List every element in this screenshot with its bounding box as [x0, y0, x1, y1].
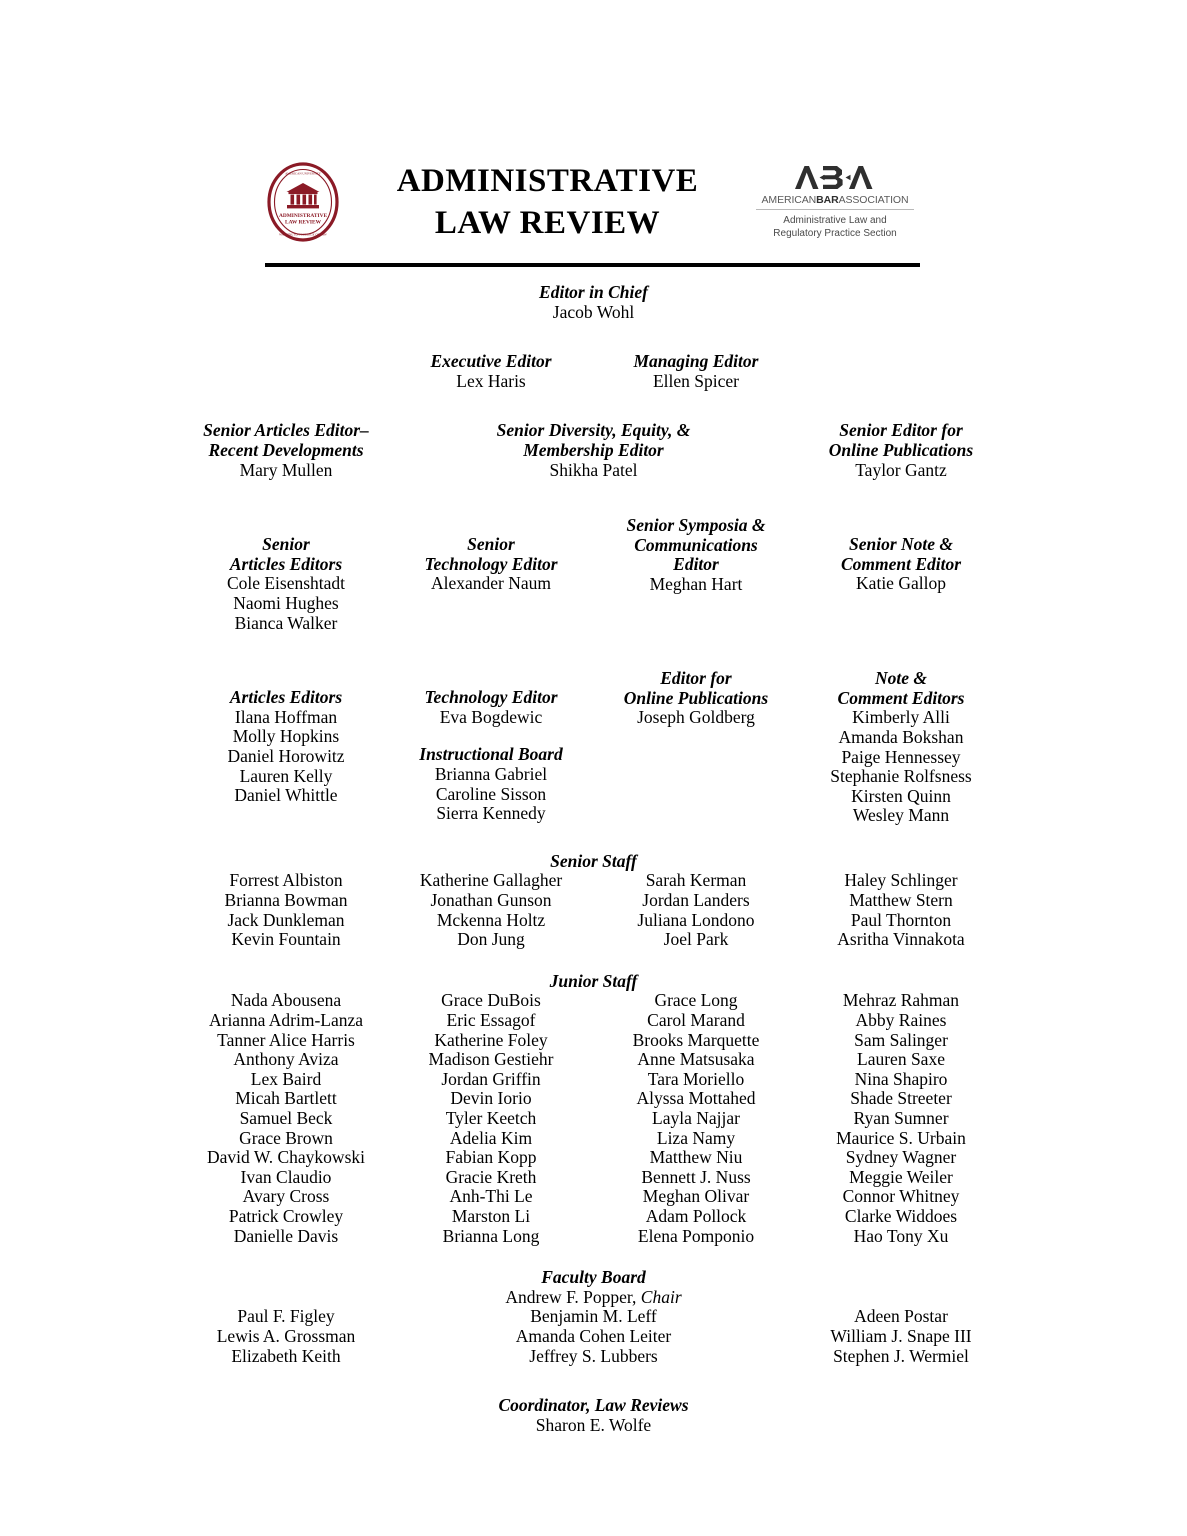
managing-editor-block	[594, 352, 799, 391]
junior-staff-column	[799, 991, 1004, 1246]
coordinator-row	[184, 1396, 1004, 1435]
junior-staff-name: Eric Essagof	[446, 1010, 536, 1031]
junior-staff-name: Madison Gestiehr	[428, 1049, 554, 1070]
senior-staff-name: Juliana Londono	[637, 909, 755, 930]
senior-technology-editor-block	[389, 516, 594, 594]
senior-staff-name: Haley Schlinger	[844, 870, 958, 891]
faculty-board-member: Jeffrey S. Lubbers	[529, 1345, 658, 1366]
articles-editors-block	[184, 669, 389, 806]
senior-online-name: Taylor Gantz	[855, 459, 947, 480]
faculty-board-member: Paul F. Figley	[237, 1306, 335, 1327]
note-comment-editor-name: Kirsten Quinn	[851, 785, 951, 806]
aba-association: ASSOCIATION	[838, 193, 909, 206]
junior-staff-name: Samuel Beck	[239, 1108, 333, 1128]
senior-editors-row-1	[184, 421, 1004, 480]
journal-title-line1: ADMINISTRATIVE	[396, 162, 699, 199]
junior-staff-name: David W. Chaykowski	[207, 1147, 365, 1168]
junior-staff-name: Avary Cross	[242, 1186, 330, 1207]
junior-staff-name: Brianna Long	[442, 1225, 540, 1246]
editor-in-chief-title: Editor in Chief	[539, 282, 648, 302]
junior-staff-name: Lex Baird	[250, 1068, 322, 1089]
senior-staff-name: Jordan Landers	[642, 890, 750, 911]
senior-staff-name: Matthew Stern	[849, 890, 953, 911]
masthead	[265, 152, 920, 252]
senior-articles-editor-name: Bianca Walker	[234, 612, 338, 633]
senior-online-title-line1: Senior Editor for	[839, 420, 963, 441]
junior-staff-name: Grace Brown	[239, 1127, 333, 1148]
articles-editor-name: Molly Hopkins	[232, 726, 340, 747]
editor-online-title-line1: Editor for	[660, 668, 732, 689]
editor-in-chief-row	[184, 283, 1004, 322]
executive-editor-block	[389, 352, 594, 391]
note-comment-editor-name: Paige Hennessey	[841, 746, 961, 767]
senior-staff-name: Asritha Vinnakota	[837, 929, 965, 950]
note-comment-editors-title-line1: Note &	[874, 668, 927, 689]
articles-editor-name: Lauren Kelly	[239, 765, 333, 786]
senior-technology-editor-name: Alexander Naum	[430, 573, 552, 594]
senior-technology-title-line1: Senior	[467, 534, 515, 555]
editor-in-chief-name: Jacob Wohl	[552, 301, 635, 322]
articles-editor-name: Daniel Horowitz	[227, 745, 345, 766]
aba-association-text	[750, 194, 920, 206]
junior-staff-name: Devin Iorio	[450, 1088, 532, 1109]
junior-staff-name: Elena Pomponio	[637, 1225, 755, 1246]
junior-staff-name: Abby Raines	[855, 1010, 947, 1031]
senior-staff-name: Brianna Bowman	[224, 890, 348, 911]
junior-staff-name: Ivan Claudio	[240, 1166, 332, 1187]
svg-text:ADMINISTRATIVE: ADMINISTRATIVE	[278, 213, 328, 219]
junior-staff-name: Matthew Niu	[649, 1147, 743, 1168]
editor-online-name: Joseph Goldberg	[637, 707, 755, 728]
articles-editor-name: Ilana Hoffman	[234, 706, 338, 727]
senior-articles-editor-name: Cole Eisenshtadt	[226, 573, 346, 594]
technology-editor-block	[389, 669, 594, 824]
technology-editor-title: Technology Editor	[424, 687, 558, 708]
svg-text:WASHINGTON COLLEGE OF LAW: WASHINGTON COLLEGE OF LAW	[279, 232, 327, 237]
instructional-board-name: Caroline Sisson	[435, 783, 547, 804]
instructional-board-name: Brianna Gabriel	[434, 763, 548, 784]
junior-staff-name: Marston Li	[451, 1205, 531, 1226]
note-comment-editor-name: Wesley Mann	[852, 805, 950, 826]
coordinator-name: Sharon E. Wolfe	[535, 1414, 652, 1435]
note-comment-editor-name: Kimberly Alli	[852, 707, 950, 728]
senior-articles-editor-recent-developments-block	[184, 421, 389, 480]
junior-staff-name: Gracie Kreth	[445, 1166, 537, 1187]
faculty-board-member: Elizabeth Keith	[231, 1345, 341, 1366]
senior-staff-name: Paul Thornton	[850, 909, 952, 930]
executive-editor-name: Lex Haris	[456, 370, 526, 391]
faculty-board-column-right	[799, 1307, 1004, 1366]
senior-staff-name: Kevin Fountain	[231, 929, 341, 950]
masthead-roster	[0, 283, 1187, 1435]
senior-articles-recent-name: Mary Mullen	[239, 459, 333, 480]
faculty-board-heading: Faculty Board	[541, 1267, 646, 1288]
junior-staff-name: Hao Tony Xu	[853, 1225, 949, 1246]
aba-mark-icon	[793, 164, 877, 191]
executive-editor-title: Executive Editor	[430, 351, 552, 372]
senior-online-title-line2: Online Publications	[828, 439, 974, 460]
junior-staff-name: Bennett J. Nuss	[641, 1166, 751, 1187]
senior-staff-name: Mckenna Holtz	[436, 909, 546, 930]
faculty-board-member: Amanda Cohen Leiter	[515, 1325, 672, 1346]
senior-note-comment-editor-name: Katie Gallop	[856, 573, 946, 594]
junior-staff-name: Layla Najjar	[652, 1108, 740, 1128]
senior-articles-editor-name: Naomi Hughes	[233, 592, 339, 613]
senior-diversity-title-line2: Membership Editor	[523, 439, 664, 460]
note-comment-editors-block	[799, 669, 1004, 826]
faculty-board-column-center	[389, 1307, 799, 1366]
managing-editor-title: Managing Editor	[633, 351, 759, 372]
senior-symposia-title-line1: Senior Symposia &	[626, 515, 766, 536]
faculty-board-column-left	[184, 1307, 389, 1366]
senior-note-comment-editor-block	[799, 516, 1004, 594]
faculty-board-heading-row	[184, 1268, 1004, 1307]
junior-staff-name: Meggie Weiler	[849, 1166, 953, 1187]
senior-note-comment-title-line2: Comment Editor	[840, 553, 962, 574]
editors-row	[184, 669, 1004, 826]
masthead-divider-rule	[265, 263, 920, 267]
senior-staff-name: Jonathan Gunson	[430, 890, 552, 911]
junior-staff-name: Lauren Saxe	[857, 1049, 945, 1070]
senior-staff-name: Jack Dunkleman	[227, 909, 345, 930]
senior-diversity-title-line1: Senior Diversity, Equity, &	[496, 420, 691, 441]
svg-text:AMERICAN UNIVERSITY: AMERICAN UNIVERSITY	[285, 171, 321, 176]
junior-staff-name: Liza Namy	[656, 1127, 736, 1148]
instructional-board-name: Sierra Kennedy	[436, 803, 546, 824]
junior-staff-name: Anne Matsusaka	[637, 1049, 755, 1070]
junior-staff-heading-row	[184, 972, 1004, 992]
junior-staff-heading-block	[184, 972, 1004, 992]
managing-editor-name: Ellen Spicer	[652, 370, 739, 391]
junior-staff-name: Nada Abousena	[230, 990, 342, 1011]
faculty-board-member: Benjamin M. Leff	[530, 1306, 657, 1327]
svg-text:LAW REVIEW: LAW REVIEW	[285, 219, 321, 226]
junior-staff-name: Maurice S. Urbain	[836, 1127, 966, 1148]
senior-symposia-communications-editor-block	[594, 516, 799, 594]
junior-staff-name: Sydney Wagner	[845, 1147, 957, 1168]
junior-staff-name: Tyler Keetch	[445, 1108, 537, 1128]
senior-staff-column	[389, 871, 594, 949]
junior-staff-name: Clarke Widdoes	[844, 1205, 958, 1226]
senior-symposia-title-line2: Communications	[634, 534, 758, 555]
senior-diversity-name: Shikha Patel	[549, 459, 638, 480]
junior-staff-name: Brooks Marquette	[632, 1029, 760, 1050]
junior-staff-name: Adam Pollock	[645, 1205, 747, 1226]
aba-logo	[750, 164, 920, 240]
junior-staff-name: Anh-Thi Le	[449, 1186, 533, 1207]
editor-in-chief-block	[184, 283, 1004, 322]
junior-staff-name: Patrick Crowley	[228, 1205, 344, 1226]
junior-staff-name: Grace DuBois	[441, 990, 541, 1011]
senior-staff-name: Katherine Gallagher	[419, 870, 563, 891]
senior-staff-heading-row	[184, 852, 1004, 872]
senior-editor-online-publications-block	[799, 421, 1004, 480]
faculty-board-member: Stephen J. Wermiel	[833, 1345, 969, 1366]
junior-staff-name: Arianna Adrim-Lanza	[208, 1010, 364, 1031]
junior-staff-name: Tara Moriello	[647, 1068, 745, 1089]
senior-articles-editors-block	[184, 516, 389, 633]
senior-staff-name: Sarah Kerman	[645, 870, 747, 891]
faculty-board-chair	[184, 1288, 1004, 1308]
junior-staff-name: Danielle Davis	[233, 1225, 339, 1246]
senior-articles-recent-title-line1: Senior Articles Editor–	[203, 420, 369, 441]
senior-diversity-equity-membership-editor-block	[389, 421, 799, 480]
aba-american: AMERICAN	[761, 193, 817, 206]
junior-staff-name: Anthony Aviza	[233, 1049, 339, 1070]
senior-articles-editors-title-line2: Articles Editors	[229, 553, 343, 574]
junior-staff-name: Micah Bartlett	[235, 1088, 337, 1109]
senior-staff-column	[594, 871, 799, 949]
junior-staff-column	[594, 991, 799, 1246]
faculty-board-row	[184, 1307, 1004, 1366]
junior-staff-heading: Junior Staff	[549, 970, 638, 991]
junior-staff-row	[184, 991, 1004, 1246]
aba-section-line1: Administrative Law and	[783, 214, 887, 226]
aba-section-text	[750, 214, 920, 240]
junior-staff-name: Meghan Olivar	[642, 1186, 750, 1207]
executive-managing-row	[184, 352, 1004, 391]
junior-staff-name: Grace Long	[654, 990, 738, 1011]
faculty-board-chair-name: Andrew F. Popper,	[505, 1286, 637, 1307]
journal-title-line2: LAW REVIEW	[434, 205, 661, 241]
junior-staff-name: Carol Marand	[647, 1010, 745, 1031]
aba-divider	[756, 209, 914, 210]
junior-staff-name: Alyssa Mottahed	[636, 1088, 756, 1109]
senior-staff-name: Forrest Albiston	[229, 870, 343, 891]
editor-online-title-line2: Online Publications	[623, 687, 769, 708]
senior-staff-name: Joel Park	[663, 929, 729, 950]
instructional-board-title: Instructional Board	[419, 744, 563, 765]
editor-online-publications-block	[594, 669, 799, 728]
note-comment-editor-name: Stephanie Rolfsness	[830, 766, 972, 787]
senior-note-comment-title-line1: Senior Note &	[848, 534, 954, 555]
junior-staff-name: Shade Streeter	[850, 1088, 952, 1109]
administrative-law-review-seal-icon	[265, 161, 341, 243]
faculty-board-member: William J. Snape III	[830, 1325, 972, 1346]
faculty-board-member: Adeen Postar	[854, 1306, 948, 1327]
note-comment-editor-name: Amanda Bokshan	[838, 726, 964, 747]
senior-symposia-title-line3: Editor	[673, 554, 719, 575]
junior-staff-name: Fabian Kopp	[445, 1147, 537, 1168]
faculty-board-chair-role: Chair	[640, 1286, 682, 1307]
junior-staff-name: Adelia Kim	[449, 1127, 533, 1148]
senior-articles-editors-title-line1: Senior	[262, 534, 310, 555]
note-comment-editors-title-line2: Comment Editors	[837, 687, 965, 708]
senior-staff-row	[184, 871, 1004, 949]
coordinator-title: Coordinator, Law Reviews	[498, 1395, 689, 1416]
senior-staff-heading-block	[184, 852, 1004, 872]
senior-technology-title-line2: Technology Editor	[424, 553, 558, 574]
aba-bar: BAR	[816, 193, 839, 206]
senior-editors-row-2	[184, 516, 1004, 633]
senior-staff-name: Don Jung	[457, 929, 525, 950]
coordinator-block	[184, 1396, 1004, 1435]
junior-staff-name: Mehraz Rahman	[842, 990, 960, 1011]
junior-staff-name: Nina Shapiro	[854, 1068, 948, 1089]
junior-staff-name: Sam Salinger	[854, 1029, 948, 1050]
articles-editor-name: Daniel Whittle	[234, 785, 338, 806]
junior-staff-name: Connor Whitney	[842, 1186, 960, 1207]
junior-staff-column	[389, 991, 594, 1246]
faculty-board-heading-block	[184, 1268, 1004, 1307]
aba-section-line2: Regulatory Practice Section	[773, 228, 897, 239]
technology-editor-name: Eva Bogdewic	[439, 706, 543, 727]
senior-articles-recent-title-line2: Recent Developments	[208, 439, 364, 460]
junior-staff-name: Katherine Foley	[434, 1029, 548, 1050]
junior-staff-column	[184, 991, 389, 1246]
senior-staff-heading: Senior Staff	[550, 850, 637, 871]
junior-staff-name: Jordan Griffin	[441, 1068, 541, 1089]
faculty-board-member: Lewis A. Grossman	[216, 1325, 356, 1346]
senior-staff-column	[799, 871, 1004, 949]
articles-editors-title: Articles Editors	[229, 687, 343, 708]
junior-staff-name: Tanner Alice Harris	[217, 1029, 355, 1050]
senior-staff-column	[184, 871, 389, 949]
junior-staff-name: Ryan Sumner	[853, 1108, 949, 1128]
senior-symposia-editor-name: Meghan Hart	[649, 573, 743, 594]
journal-title	[341, 160, 750, 244]
